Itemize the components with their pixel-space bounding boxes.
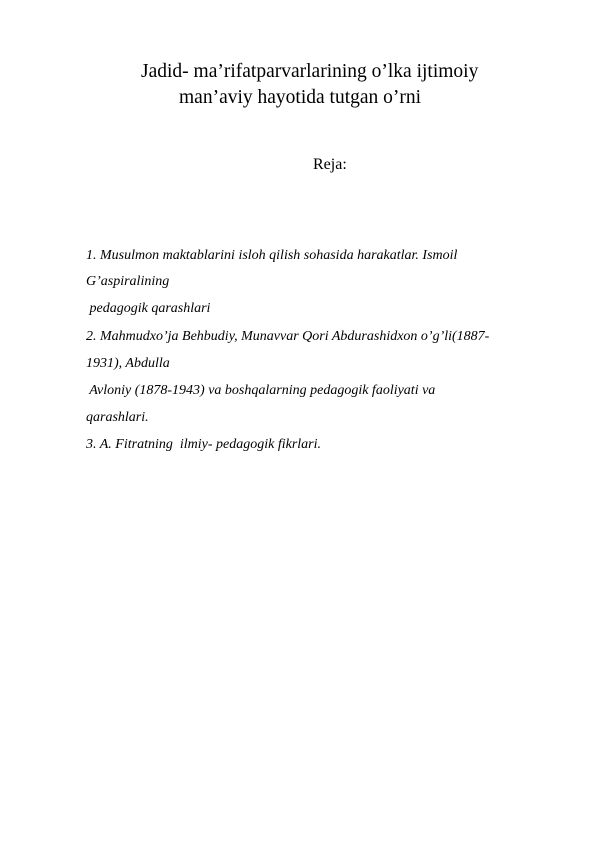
document-title-line-1: Jadid- ma’rifatparvarlarining o’lka ijtimoiy bbox=[141, 61, 479, 82]
plan-item-1-line-2: G’aspiralining bbox=[86, 274, 170, 289]
plan-item-1-line-3: pedagogik qarashlari bbox=[86, 301, 211, 316]
plan-heading: Reja: bbox=[313, 156, 347, 173]
plan-item-3-line-1: 3. A. Fitratning ilmiy- pedagogik fikrlari. bbox=[86, 437, 321, 452]
plan-item-2-line-2: 1931), Abdulla bbox=[86, 356, 170, 371]
plan-item-2-line-1: 2. Mahmudxo’ja Behbudiy, Munavvar Qori Abdurashidxon o’g’li(1887- bbox=[86, 329, 490, 344]
plan-item-1-line-1: 1. Musulmon maktablarini isloh qilish sohasida harakatlar. Ismoil bbox=[86, 248, 458, 263]
plan-item-2-line-4: qarashlari. bbox=[86, 410, 149, 425]
plan-item-2-line-3: Avloniy (1878-1943) va boshqalarning pedagogik faoliyati va bbox=[86, 383, 436, 398]
document-title-line-2: man’aviy hayotida tutgan o’rni bbox=[179, 87, 422, 108]
